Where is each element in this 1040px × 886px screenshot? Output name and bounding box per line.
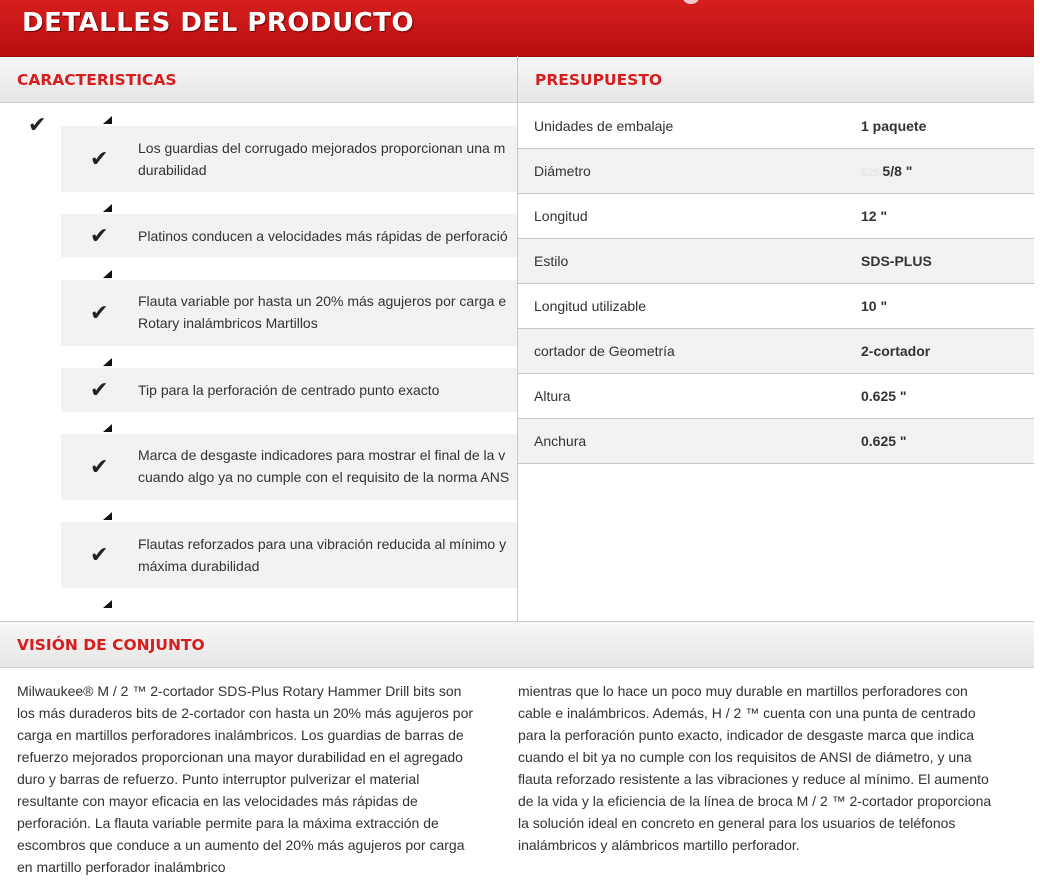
check-icon: ✔ bbox=[28, 112, 47, 137]
feature-item bbox=[61, 126, 517, 192]
overview-line: perforación. La flauta variable permite para la máxima extracción de bbox=[17, 815, 439, 831]
feature-text: Platinos conducen a velocidades más rápidas de perforació bbox=[138, 228, 508, 244]
spec-row bbox=[518, 329, 1034, 374]
spec-label: Longitud bbox=[534, 208, 588, 224]
pointer-icon bbox=[103, 204, 112, 212]
spec-value bbox=[858, 118, 926, 134]
overview-line: de la vida y la eficiencia de la línea de broca M / 2 ™ 2-cortador proporciona bbox=[518, 793, 992, 809]
spec-row bbox=[518, 284, 1034, 329]
spec-value-text: 1 paquete bbox=[861, 118, 927, 134]
feature-item bbox=[61, 522, 517, 588]
feature-item bbox=[61, 434, 517, 500]
check-icon: ✔ bbox=[90, 300, 109, 325]
spec-row bbox=[518, 149, 1034, 194]
feature-text: Tip para la perforación de centrado punto exacto bbox=[138, 382, 440, 398]
spec-value bbox=[858, 163, 912, 179]
feature-text: Marca de desgaste indicadores para mostrar el final de la v bbox=[138, 447, 506, 463]
spec-label: cortador de Geometría bbox=[534, 343, 675, 359]
spec-row bbox=[518, 419, 1034, 464]
spec-value bbox=[858, 433, 907, 449]
spec-value bbox=[858, 343, 930, 359]
overview-header bbox=[0, 622, 1034, 668]
overview-line: para la perforación punto exacto, indicador de desgaste marca que indica bbox=[518, 727, 975, 743]
overview-line: los más duraderos bits de 2-cortador con hasta un 20% más agujeros por bbox=[17, 705, 474, 721]
spec-value bbox=[858, 253, 932, 269]
pointer-icon bbox=[103, 116, 112, 124]
spec-value-text: 0.625 " bbox=[861, 433, 907, 449]
check-icon: ✔ bbox=[90, 542, 109, 567]
page-title: DETALLES DEL PRODUCTO bbox=[22, 8, 415, 38]
spec-value-text: 0.625 " bbox=[861, 388, 907, 404]
pointer-icon bbox=[103, 512, 112, 520]
feature-item bbox=[61, 214, 517, 257]
overview-line: en martillo perforador inalámbrico bbox=[17, 859, 226, 875]
feature-text: cuando algo ya no cumple con el requisito de la norma ANS bbox=[138, 469, 510, 485]
spec-value bbox=[858, 388, 907, 404]
spec-value-text: 12 " bbox=[861, 208, 888, 224]
pointer-icon bbox=[103, 600, 112, 608]
check-icon: ✔ bbox=[90, 377, 109, 402]
spec-label: Altura bbox=[534, 388, 571, 404]
pointer-icon bbox=[103, 424, 112, 432]
spec-label: Unidades de embalaje bbox=[534, 118, 674, 134]
budget-title: PRESUPUESTO bbox=[535, 71, 663, 89]
feature-text: durabilidad bbox=[138, 162, 207, 178]
spec-row bbox=[518, 104, 1034, 149]
overview-line: inalámbricos y alámbricos martillo perforador. bbox=[518, 837, 800, 853]
check-icon: ✔ bbox=[90, 454, 109, 479]
feature-text: Flautas reforzados para una vibración reducida al mínimo y bbox=[138, 536, 507, 552]
spec-row bbox=[518, 374, 1034, 419]
overview-text-left bbox=[17, 680, 497, 878]
feature-text: Rotary inalámbricos Martillos bbox=[138, 315, 318, 331]
overview-line: refuerzo mejorados proporcionan una mayor durabilidad en el agregado bbox=[17, 749, 463, 765]
features-header bbox=[0, 57, 517, 103]
overview-line: duro y barras de refuerzo. Punto interruptor pulverizar el material bbox=[17, 771, 420, 787]
overview-line: escombros que conduce a un aumento del 20% más agujeros por carga bbox=[17, 837, 465, 853]
features-title: CARACTERISTICAS bbox=[17, 71, 177, 89]
check-icon: ✔ bbox=[90, 222, 109, 248]
spec-value bbox=[858, 298, 887, 314]
overview-line: mientras que lo hace un poco muy durable en martillos perforadores con bbox=[518, 683, 968, 699]
header-banner bbox=[0, 0, 1034, 57]
overview-line: flauta reforzado resistente a las vibraciones y reduce al mínimo. El aumento bbox=[518, 771, 989, 787]
spec-label: Estilo bbox=[534, 253, 569, 269]
overview-line: Milwaukee® M / 2 ™ 2-cortador SDS-Plus Rotary Hammer Drill bits son bbox=[17, 683, 462, 699]
spec-label: Longitud utilizable bbox=[534, 298, 647, 314]
banner-decoration bbox=[683, 0, 699, 4]
feature-text: máxima durabilidad bbox=[138, 558, 260, 574]
pointer-icon bbox=[103, 270, 112, 278]
overview-line: cable e inalámbricos. Además, H / 2 ™ cuenta con una punta de centrado bbox=[518, 705, 976, 721]
spec-faint-value: .625 bbox=[858, 167, 880, 179]
spec-value-text: 2-cortador bbox=[861, 343, 931, 359]
check-icon: ✔ bbox=[90, 146, 109, 171]
budget-header bbox=[518, 57, 1034, 103]
feature-text: Los guardias del corrugado mejorados proporcionan una m bbox=[138, 140, 506, 156]
spec-value-text: 10 " bbox=[861, 298, 888, 314]
overview-line: carga en martillos perforadores inalámbricos. Los guardias de barras de bbox=[17, 727, 464, 743]
spec-row bbox=[518, 194, 1034, 239]
overview-line: cuando el bit ya no cumple con los requisitos de ANSI de diámetro, y una bbox=[518, 749, 972, 765]
spec-label: Diámetro bbox=[534, 163, 591, 179]
feature-item bbox=[61, 368, 517, 412]
feature-item bbox=[61, 280, 517, 346]
overview-text-right bbox=[518, 680, 1018, 856]
pointer-icon bbox=[103, 358, 112, 366]
budget-table bbox=[518, 104, 1034, 464]
overview-title: VISIÓN DE CONJUNTO bbox=[17, 636, 205, 654]
overview-line: la solución ideal en concreto en general para los usuarios de teléfonos bbox=[518, 815, 956, 831]
feature-text: Flauta variable por hasta un 20% más agujeros por carga e bbox=[138, 293, 507, 309]
spec-value bbox=[858, 208, 887, 224]
features-list bbox=[0, 104, 517, 621]
spec-row bbox=[518, 239, 1034, 284]
spec-label: Anchura bbox=[534, 433, 587, 449]
overview-line: resultante con mayor eficacia en las velocidades más rápidas de bbox=[17, 793, 418, 809]
spec-value-text: SDS-PLUS bbox=[861, 253, 932, 269]
spec-value-text: 5/8 " bbox=[882, 163, 913, 179]
